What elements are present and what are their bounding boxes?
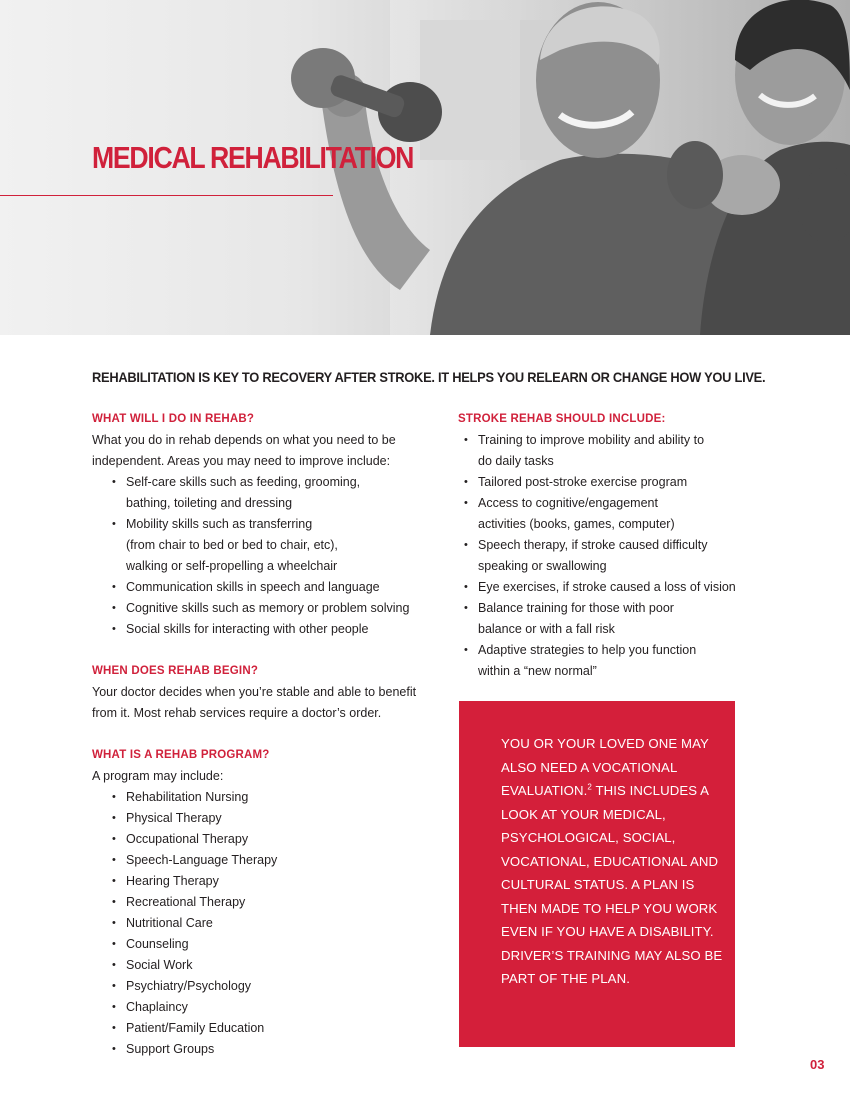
- stroke-rehab-list: [458, 430, 748, 682]
- section-text: A program may include:: [92, 769, 224, 783]
- list-item: • Speech-Language Therapy: [126, 850, 422, 871]
- list-item: • Mobility skills such as transferring (from chair to bed or bed to chair, etc), walking or self-propelling a wheelchair: [126, 514, 341, 577]
- left-column: [92, 409, 422, 1060]
- list-item: • Speech therapy, if stroke caused difficulty speaking or swallowing: [478, 535, 708, 577]
- list-item: • Hearing Therapy: [126, 871, 422, 892]
- section-heading-what-will-i-do: WHAT WILL I DO IN REHAB?: [92, 413, 255, 425]
- list-item: • Communication skills in speech and language: [126, 577, 422, 598]
- list-item: • Cognitive skills such as memory or problem solving: [126, 598, 422, 619]
- right-column: [458, 409, 748, 682]
- vocational-callout-box: [459, 701, 735, 1047]
- footnote-marker: 2: [587, 782, 592, 792]
- list-item: • Recreational Therapy: [126, 892, 422, 913]
- section-heading-stroke-rehab-should-include: STROKE REHAB SHOULD INCLUDE:: [458, 413, 666, 425]
- list-item: • Nutritional Care: [126, 913, 422, 934]
- list-item: • Support Groups: [126, 1039, 422, 1060]
- list-item: • Counseling: [126, 934, 422, 955]
- callout-text-part-1: YOU OR YOUR LOVED ONE MAY ALSO NEED A VOCATIONAL EVALUATION.: [501, 736, 709, 798]
- list-item: • Patient/Family Education: [126, 1018, 422, 1039]
- list-item: • Social skills for interacting with other people: [126, 619, 422, 640]
- section-text: What you do in rehab depends on what you need to be independent. Areas you may need to improve include:: [92, 433, 396, 468]
- list-item: • Eye exercises, if stroke caused a loss of vision: [478, 577, 748, 598]
- page-number: 03: [810, 1057, 825, 1072]
- list-item: • Adaptive strategies to help you function within a “new normal”: [478, 640, 728, 682]
- section-text: Your doctor decides when you’re stable and able to benefit from it. Most rehab services require a doctor’s order.: [92, 685, 417, 720]
- list-item: • Training to improve mobility and ability to do daily tasks: [478, 430, 718, 472]
- page-title: MEDICAL REHABILITATION: [92, 140, 414, 175]
- section-heading-rehab-program: WHAT IS A REHAB PROGRAM?: [92, 749, 270, 761]
- list-item: • Occupational Therapy: [126, 829, 422, 850]
- list-item: • Tailored post-stroke exercise program: [478, 472, 748, 493]
- list-item: • Social Work: [126, 955, 422, 976]
- lead-statement: REHABILITATION IS KEY TO RECOVERY AFTER STROKE. IT HELPS YOU RELEARN OR CHANGE HOW YOU LIVE.: [92, 369, 766, 385]
- program-list: [92, 787, 422, 1060]
- list-item: • Chaplaincy: [126, 997, 422, 1018]
- list-item: • Self-care skills such as feeding, grooming, bathing, toileting and dressing: [126, 472, 396, 514]
- section-heading-when-does-rehab-begin: WHEN DOES REHAB BEGIN?: [92, 665, 259, 677]
- callout-text-part-2: THIS INCLUDES A LOOK AT YOUR MEDICAL, PSYCHOLOGICAL, SOCIAL, VOCATIONAL, EDUCATIONAL AND CULTURAL STATUS. A PLAN IS THEN MADE TO HELP YOU WORK EVEN IF YOU HAVE A DISABILITY. DRIVER’S TRAINING MAY ALSO BE PART OF THE PLAN.: [501, 783, 723, 986]
- callout-text: [501, 732, 726, 991]
- list-item: • Access to cognitive/engagement activities (books, games, computer): [478, 493, 708, 535]
- list-item: • Psychiatry/Psychology: [126, 976, 422, 997]
- improvement-list: [92, 472, 422, 640]
- list-item: • Physical Therapy: [126, 808, 422, 829]
- title-underline: [0, 195, 333, 196]
- list-item: • Rehabilitation Nursing: [126, 787, 422, 808]
- list-item: • Balance training for those with poor balance or with a fall risk: [478, 598, 718, 640]
